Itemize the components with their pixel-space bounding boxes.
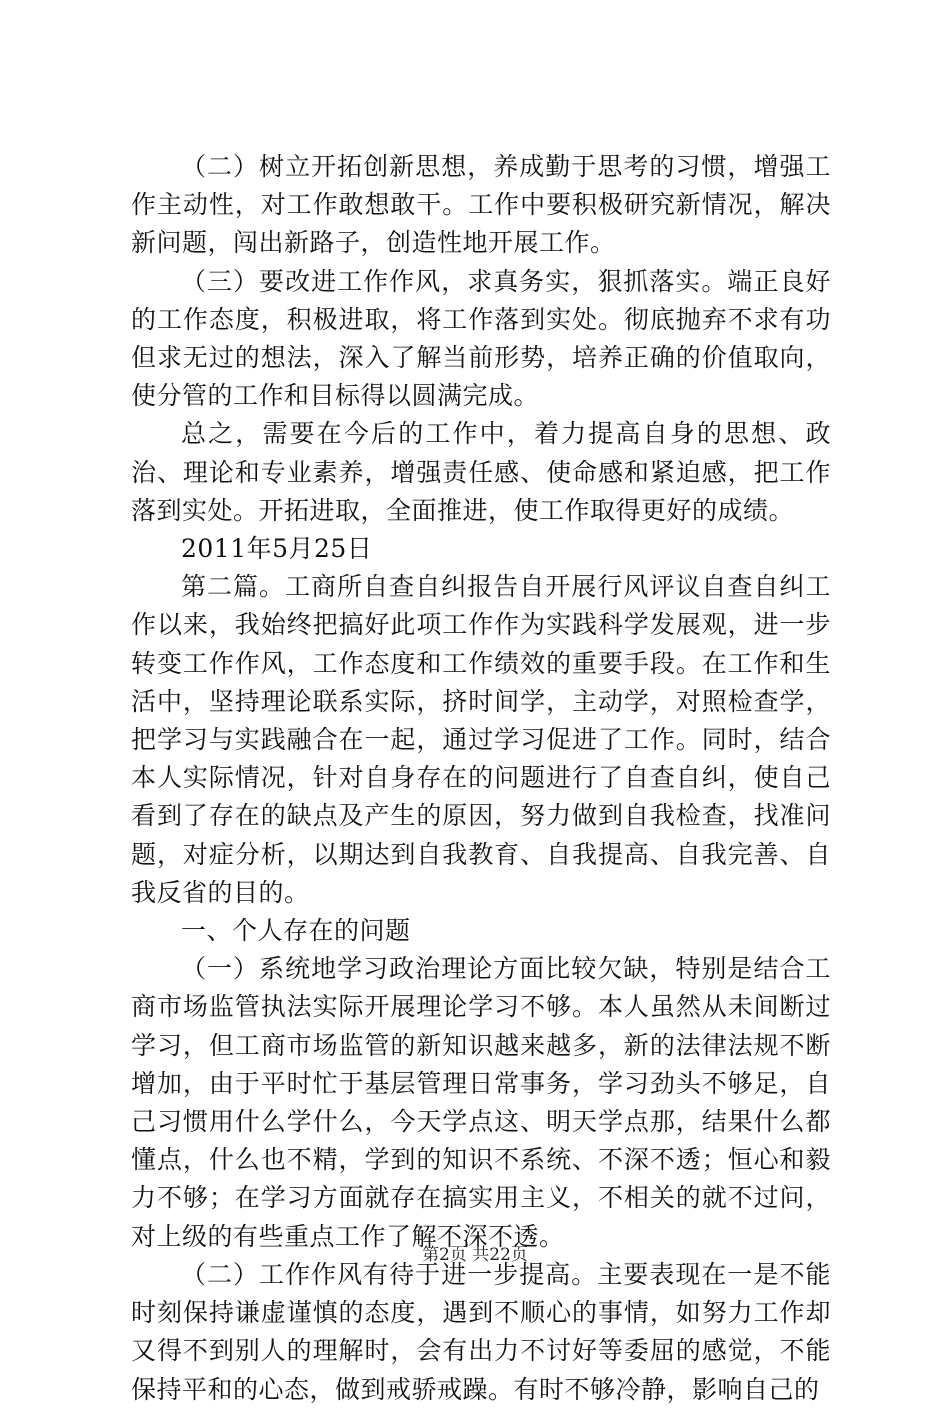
paragraph-issue-1-study: （一）系统地学习政治理论方面比较欠缺，特别是结合工商市场监管执法实际开展理论学习不够。本人虽然从未间断过学习，但工商市场监管的新知识越来越多，新的法律法规不断增加，由于平时忙于基层管理日常事务，学习劲头不够足，自己习惯用什么学什么，今天学点这、明天学点那，结果什么都懂点，什么也不精，学到的知识不系统、不深不透；恒心和毅力不够；在学习方面就存在搞实用主义，不相关的就不过问，对上级的有些重点工作了解不深不透。 xyxy=(131,954,831,1251)
document-body xyxy=(131,148,831,1409)
document-date: 2011年5月25日 xyxy=(181,534,373,564)
paragraph-summary: 总之，需要在今后的工作中，着力提高自身的思想、政治、理论和专业素养，增强责任感、使命感和紧迫感，把工作落到实处。开拓进取，全面推进，使工作取得更好的成绩。 xyxy=(131,419,831,525)
paragraph-item-3-work-style: （三）要改进工作作风，求真务实，狠抓落实。端正良好的工作态度，积极进取，将工作落到实处。彻底抛弃不求有功但求无过的想法，深入了解当前形势，培养正确的价值取向，使分管的工作和目标得以圆满完成。 xyxy=(131,266,831,411)
section-heading-personal-issues: 一、个人存在的问题 xyxy=(181,916,411,946)
page-number-footer: 第2页 共22页 xyxy=(422,1245,528,1265)
paragraph-part-two-intro: 第二篇。工商所自查自纠报告自开展行风评议自查自纠工作以来，我始终把搞好此项工作作为实践科学发展观，进一步转变工作作风，工作态度和工作绩效的重要手段。在工作和生活中，坚持理论联系实际，挤时间学，主动学，对照检查学，把学习与实践融合在一起，通过学习促进了工作。同时，结合本人实际情况，针对自身存在的问题进行了自查自纠，使自己看到了存在的缺点及产生的原因，努力做到自我检查，找准问题，对症分析，以期达到自我教育、自我提高、自我完善、自我反省的目的。 xyxy=(131,572,831,907)
paragraph-issue-2-work-style: （二）工作作风有待于进一步提高。主要表现在一是不能时刻保持谦虚谨慎的态度，遇到不顺心的事情，如努力工作却又得不到别人的理解时，会有出力不讨好等委屈的感觉，不能保持平和的心态，做到戒骄戒躁。有时不够冷静，影响自己的 xyxy=(131,1259,831,1404)
paragraph-item-2-commitment: （二）树立开拓创新思想，养成勤于思考的习惯，增强工作主动性，对工作敢想敢干。工作中要积极研究新情况，解决新问题，闯出新路子，创造性地开展工作。 xyxy=(131,152,831,258)
